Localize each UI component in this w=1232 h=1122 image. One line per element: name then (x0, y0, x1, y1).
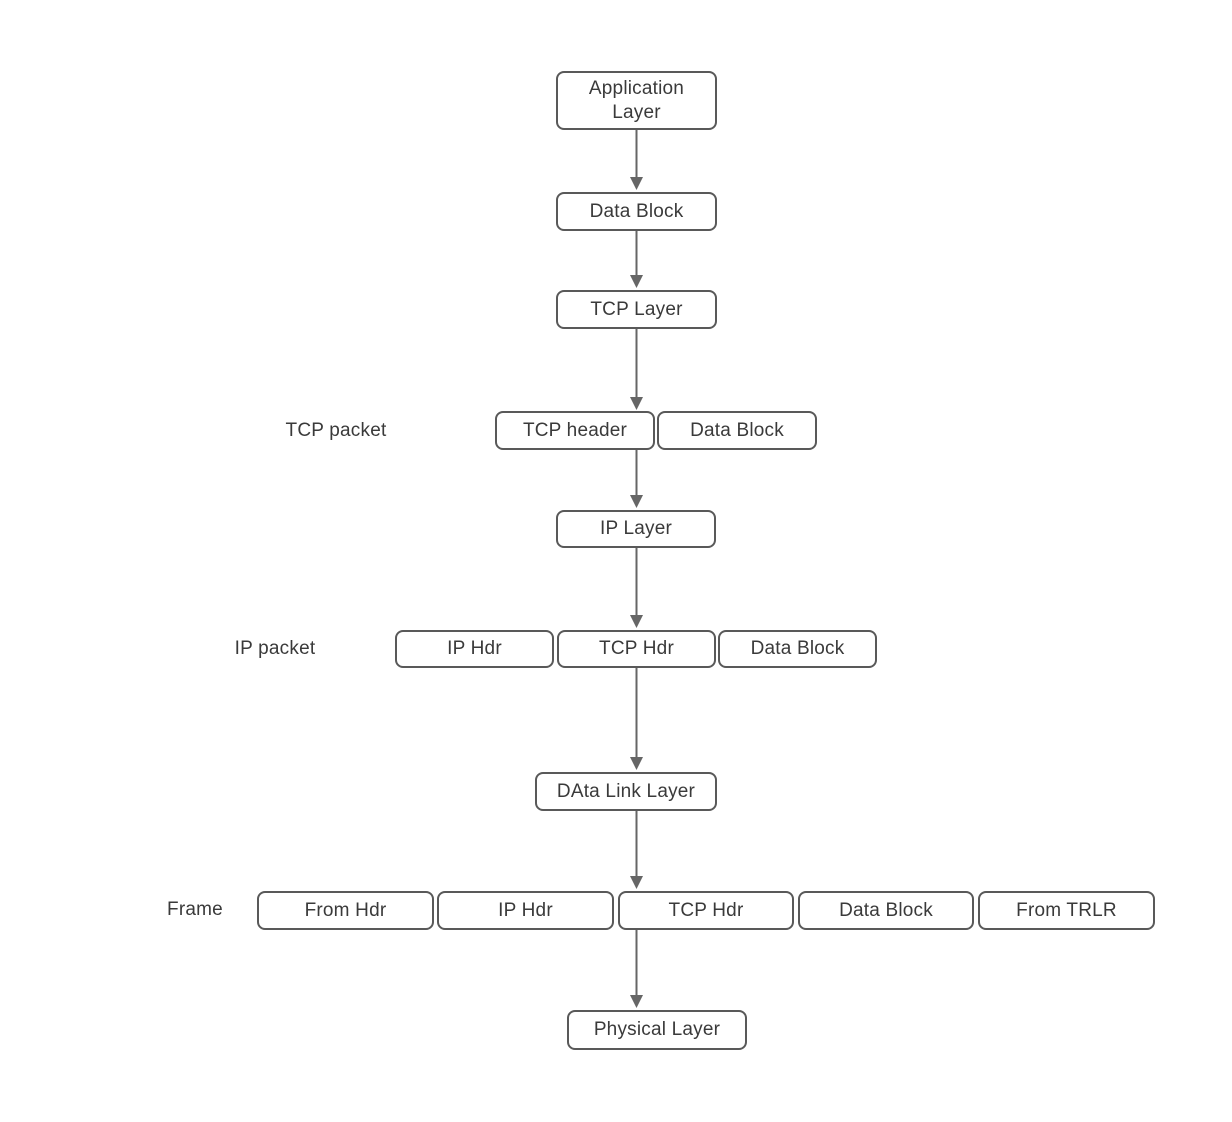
arrow-tcplayer-to-tcppacket (630, 329, 643, 410)
node-tcp-layer: TCP Layer (556, 290, 717, 329)
label-frame: Frame (167, 899, 223, 920)
node-tcp-packet-tcp-header: TCP header (495, 411, 655, 450)
label-ip-packet: IP packet (234, 638, 316, 659)
node-data-block: Data Block (556, 192, 717, 231)
node-tcp-packet-data-block: Data Block (657, 411, 817, 450)
arrow-datablock-to-tcplayer (630, 231, 643, 288)
arrow-application-to-datablock (630, 130, 643, 190)
node-frame-data-block: Data Block (798, 891, 974, 930)
label-tcp-packet: TCP packet (285, 420, 387, 441)
node-frame-from-hdr: From Hdr (257, 891, 434, 930)
node-physical-layer: Physical Layer (567, 1010, 747, 1050)
arrow-iplayer-to-ippacket (630, 548, 643, 628)
node-application-layer: Application Layer (556, 71, 717, 130)
node-data-link-layer: DAta Link Layer (535, 772, 717, 811)
node-ip-packet-tcp-hdr: TCP Hdr (557, 630, 716, 668)
node-frame-ip-hdr: IP Hdr (437, 891, 614, 930)
arrow-frame-to-physical (630, 930, 643, 1008)
node-frame-from-trlr: From TRLR (978, 891, 1155, 930)
node-frame-tcp-hdr: TCP Hdr (618, 891, 794, 930)
node-ip-layer: IP Layer (556, 510, 716, 548)
arrow-datalink-to-frame (630, 811, 643, 889)
node-ip-packet-ip-hdr: IP Hdr (395, 630, 554, 668)
node-ip-packet-data-block: Data Block (718, 630, 877, 668)
arrow-ippacket-to-datalink (630, 668, 643, 770)
arrow-tcppacket-to-iplayer (630, 450, 643, 508)
